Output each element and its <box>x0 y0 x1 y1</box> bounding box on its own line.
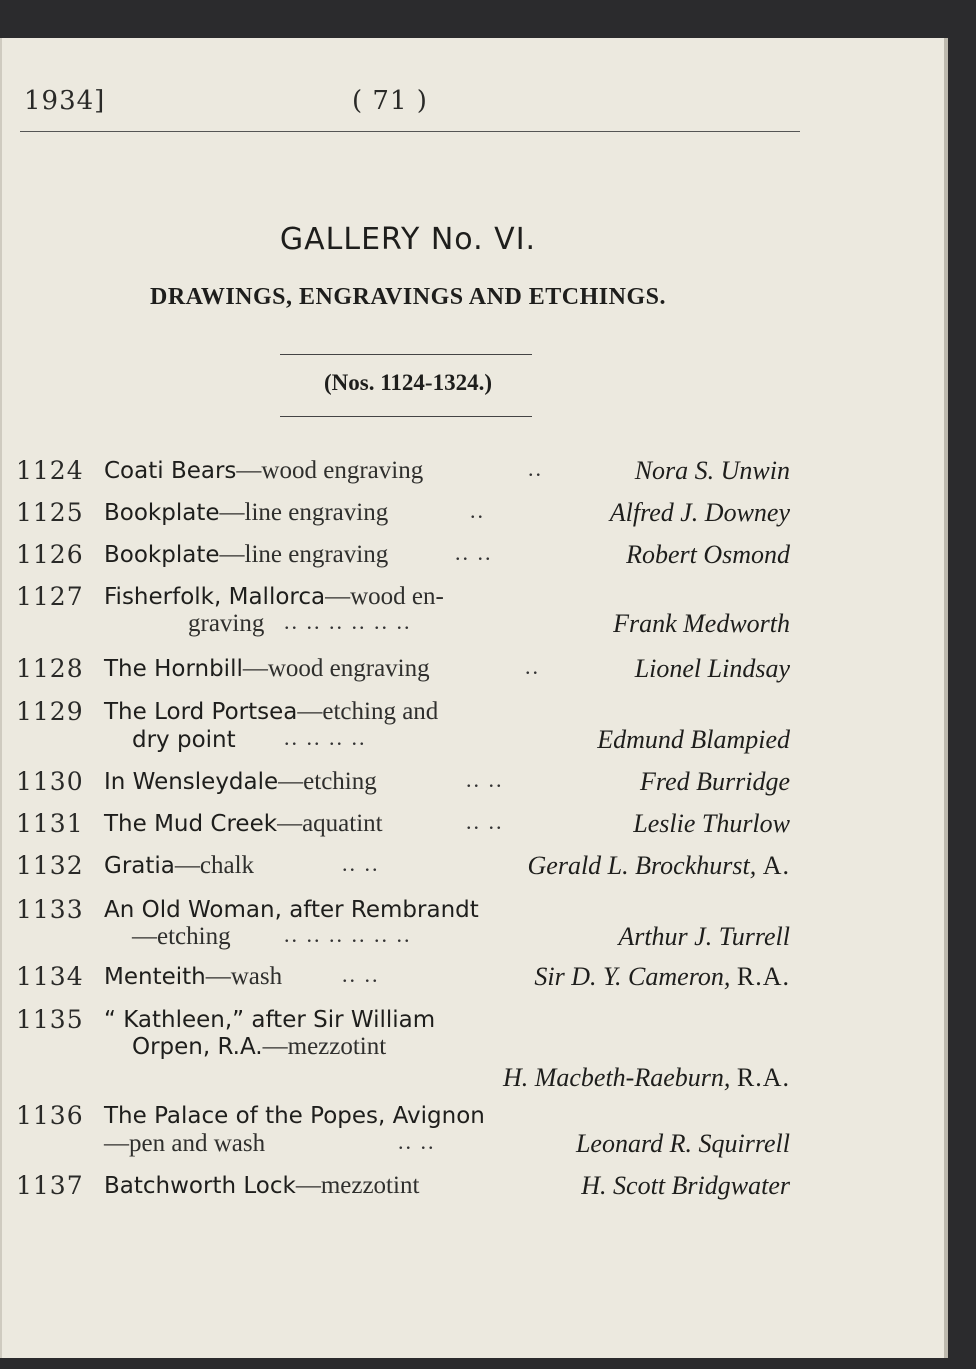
entry-number: 1132 <box>16 851 84 880</box>
entry-medium-cont: —etching <box>132 923 231 950</box>
leader-dots: .. .. .. .. .. .. <box>284 609 412 634</box>
entry-medium-cont: —pen and wash <box>104 1130 266 1157</box>
entry-artist: Alfred J. Downey <box>609 498 790 527</box>
entry-artist: Frank Medworth <box>613 609 790 638</box>
number-range: (Nos. 1124-1324.) <box>323 370 493 395</box>
entry-artist: Leonard R. Squirrell <box>575 1129 790 1158</box>
entry-artist: Sir D. Y. Cameron, <box>534 962 731 991</box>
entry-number: 1126 <box>16 540 84 569</box>
entry-title: Batchworth Lock <box>104 1173 296 1199</box>
entry-number: 1135 <box>16 1005 84 1034</box>
entry-title: The Lord Portsea <box>104 699 298 725</box>
entry-title: Coati Bears <box>104 458 237 484</box>
leader-dots: .. <box>525 654 540 679</box>
entry-artist-suffix: R.A. <box>736 962 790 991</box>
leader-dots: .. .. <box>466 809 504 834</box>
entry-artist: Fred Burridge <box>640 767 790 796</box>
entry-number: 1125 <box>16 498 84 527</box>
entry-artist: Lionel Lindsay <box>634 654 790 683</box>
page-edge <box>944 38 948 1358</box>
entry-medium: —line engraving <box>219 499 389 526</box>
entry-number: 1128 <box>16 654 84 683</box>
entry-artist: Robert Osmond <box>626 540 790 569</box>
entry-number: 1127 <box>16 582 84 611</box>
entry-title: An Old Woman, after Rembrandt <box>104 897 479 923</box>
entry-artist: Arthur J. Turrell <box>618 922 790 951</box>
gallery-title: GALLERY No. VI. <box>279 222 537 257</box>
leader-dots: .. <box>470 498 485 523</box>
entry-medium: —line engraving <box>219 541 389 568</box>
page-number: ( 71 ) <box>352 86 428 116</box>
leader-dots: .. .. <box>398 1129 436 1154</box>
entry-medium: —wood en- <box>325 583 444 610</box>
entry-number: 1137 <box>16 1171 84 1200</box>
entry-title: “ Kathleen,” after Sir William <box>104 1007 436 1033</box>
entry-number: 1130 <box>16 767 84 796</box>
entry-number: 1133 <box>16 895 84 924</box>
entry-artist: H. Macbeth-Raeburn, <box>502 1063 731 1092</box>
entry-medium: —wood engraving <box>236 457 424 484</box>
entry-artist: Gerald L. Brockhurst, <box>527 851 757 880</box>
entry-artist: Nora S. Unwin <box>634 456 790 485</box>
entry-medium: —etching <box>278 768 377 795</box>
leader-dots: .. .. .. .. <box>284 725 367 750</box>
entry-title: The Palace of the Popes, Avignon <box>104 1103 485 1129</box>
entry-number: 1131 <box>16 809 84 838</box>
entry-medium-cont: —mezzotint <box>262 1033 387 1060</box>
leader-dots: .. .. <box>455 540 493 565</box>
entry-medium-cont: graving <box>188 610 265 637</box>
entry-artist-suffix: R.A. <box>736 1063 790 1092</box>
entry-title: Gratia <box>104 853 175 879</box>
entry-artist: Leslie Thurlow <box>633 809 790 838</box>
entry-title: Fisherfolk, Mallorca <box>104 584 326 610</box>
entry-title: Menteith <box>104 964 206 990</box>
entry-title: In Wensleydale <box>104 769 279 795</box>
leader-dots: .. .. <box>342 851 380 876</box>
header-year: 1934] <box>24 86 106 116</box>
entry-number: 1124 <box>16 456 84 485</box>
entry-medium-cont: dry point <box>132 727 236 753</box>
divider-lower <box>280 416 532 417</box>
entry-title: The Mud Creek <box>104 811 278 837</box>
entry-title: Bookplate <box>104 500 220 526</box>
header-rule <box>20 131 800 132</box>
entry-medium: —aquatint <box>277 810 383 837</box>
entry-title: The Hornbill <box>104 656 243 682</box>
leader-dots: .. <box>528 456 543 481</box>
entry-title-cont: Orpen, R.A. <box>132 1034 263 1060</box>
entry-number: 1136 <box>16 1101 84 1130</box>
leader-dots: .. .. .. .. .. .. <box>284 922 412 947</box>
entry-artist: H. Scott Bridgwater <box>581 1171 790 1200</box>
leader-dots: .. .. <box>466 767 504 792</box>
gallery-subtitle: DRAWINGS, ENGRAVINGS AND ETCHINGS. <box>150 284 666 310</box>
entry-artist-suffix: A. <box>762 851 790 880</box>
entry-artist: Edmund Blampied <box>597 725 790 754</box>
divider-upper <box>280 354 532 355</box>
entry-number: 1134 <box>16 962 84 991</box>
entry-medium: —wood engraving <box>242 655 430 682</box>
entry-medium: —mezzotint <box>295 1172 420 1199</box>
entry-number: 1129 <box>16 697 84 726</box>
entry-medium: —wash <box>205 963 283 990</box>
entry-title: Bookplate <box>104 542 220 568</box>
leader-dots: .. .. <box>342 962 380 987</box>
entry-medium: —chalk <box>174 852 255 879</box>
entry-medium: —etching and <box>297 698 439 725</box>
